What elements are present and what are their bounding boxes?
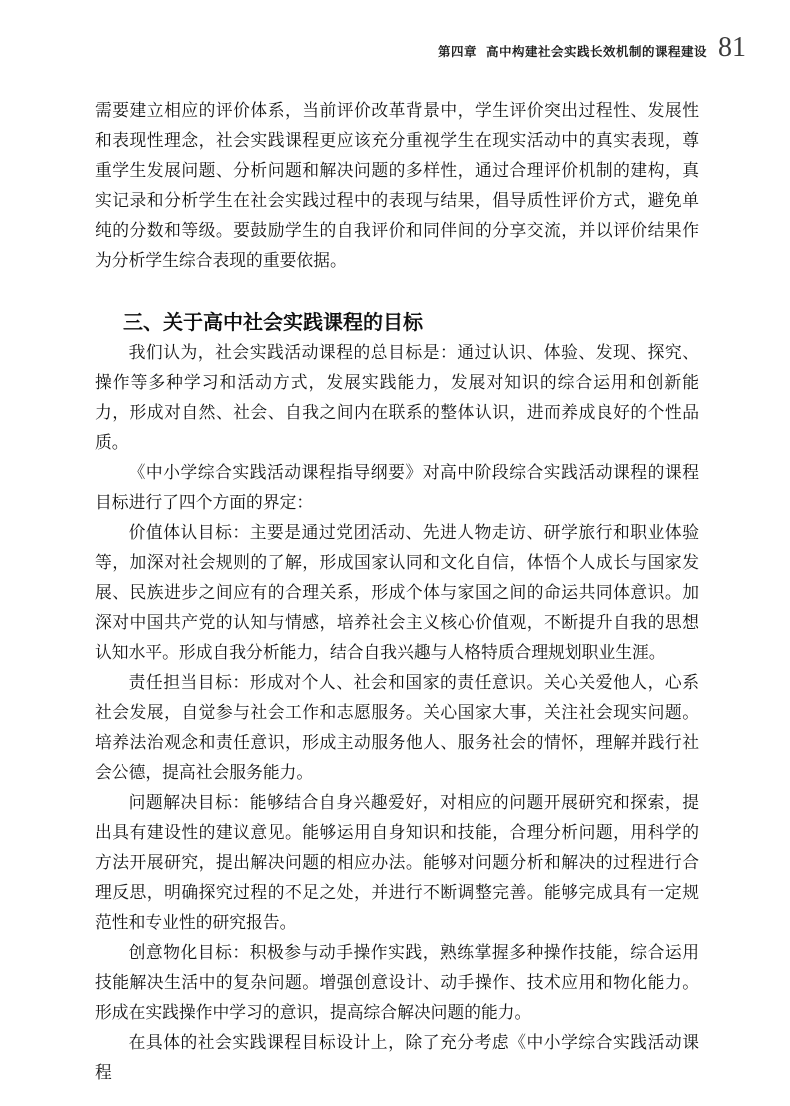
running-header <box>438 34 746 62</box>
paragraph-problem-solving-goal: 问题解决目标：能够结合自身兴趣爱好，对相应的问题开展研究和探索，提出具有建设性的建议意见。能够运用自身知识和技能，合理分析问题，用科学的方法开展研究，提出解决问题的相应办法。能够对问题分析和解决的过程进行合理反思，明确探究过程的不足之处，并进行不断调整完善。能够完成具有一定规范性和专业性的研究报告。 <box>95 793 699 932</box>
chapter-label: 第四章 <box>437 45 477 59</box>
paragraph-design-intro: 在具体的社会实践课程目标设计上，除了充分考虑《中小学综合实践活动课程 <box>95 1033 699 1082</box>
page-number: 81 <box>718 32 746 63</box>
paragraph-responsibility-goal: 责任担当目标：形成对个人、社会和国家的责任意识。关心关爱他人，心系社会发展，自觉参与社会工作和志愿服务。关心国家大事，关注社会现实问题。培养法治观念和责任意识，形成主动服务他人、服务社会的情怀，理解并践行社会公德，提高社会服务能力。 <box>95 673 699 782</box>
paragraph-continuation: 需要建立相应的评价体系，当前评价改革背景中，学生评价突出过程性、发展性和表现性理念，社会实践课程更应该充分重视学生在现实活动中的真实表现，尊重学生发展问题、分析问题和解决问题的多样性，通过合理评价机制的建构，真实记录和分析学生在社会实践过程中的表现与结果，倡导质性评价方式，避免单纯的分数和等级。要鼓励学生的自我评价和同伴间的分享交流，并以评价结果作为分析学生综合表现的重要依据。 <box>95 101 699 270</box>
paragraph-guideline-intro: 《中小学综合实践活动课程指导纲要》对高中阶段综合实践活动课程的课程目标进行了四个方面的界定： <box>95 463 699 512</box>
body-text-column <box>95 96 699 1088</box>
paragraph-value-goal: 价值体认目标：主要是通过党团活动、先进人物走访、研学旅行和职业体验等，加深对社会规则的了解，形成国家认同和文化自信，体悟个人成长与国家发展、民族进步之间应有的合理关系，形成个体与家国之间的命运共同体意识。加深对中国共产党的认知与情感，培养社会主义核心价值观，不断提升自我的思想认知水平。形成自我分析能力，结合自我兴趣与人格特质合理规划职业生涯。 <box>95 523 699 662</box>
paragraph-overall-goal: 我们认为，社会实践活动课程的总目标是：通过认识、体验、发现、探究、操作等多种学习和活动方式，发展实践能力，发展对知识的综合运用和创新能力，形成对自然、社会、自我之间内在联系的整体认识，进而养成良好的个性品质。 <box>95 343 699 452</box>
paragraph-creative-goal: 创意物化目标：积极参与动手操作实践，熟练掌握多种操作技能，综合运用技能解决生活中的复杂问题。增强创意设计、动手操作、技术应用和物化能力。形成在实践操作中学习的意识，提高综合解决问题的能力。 <box>95 943 699 1022</box>
chapter-title: 高中构建社会实践长效机制的课程建设 <box>485 45 707 59</box>
section-heading: 三、关于高中社会实践课程的目标 <box>123 312 423 334</box>
